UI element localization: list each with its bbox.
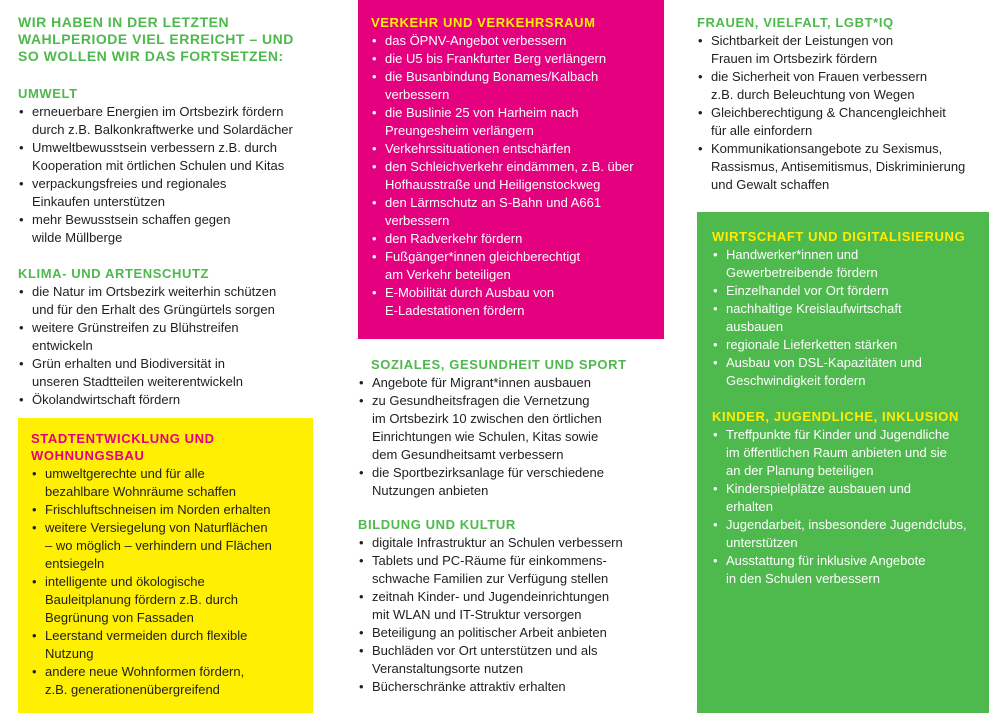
list-item: • weitere Versiegelung von Naturflächen – wo möglich – verhindern und Flächen entsiegeln (31, 519, 303, 573)
section-title-line: WOHNUNGSBAU (31, 448, 145, 463)
list-stadtentwicklung (31, 465, 303, 699)
list-item: • regionale Lieferketten stärken (712, 336, 983, 354)
list-item: • zu Gesundheitsfragen die Vernetzung im Ortsbezirk 10 zwischen den örtlichen Einrichtungen wie Schulen, Kitas sowie dem Gesundheitsamt verbessern (358, 392, 664, 464)
section-title-klima: KLIMA- UND ARTENSCHUTZ (18, 266, 210, 281)
list-item: • die Natur im Ortsbezirk weiterhin schützen und für den Erhalt des Grüngürtels sorgen (18, 283, 338, 319)
list-item: • Buchläden vor Ort unterstützen und als Veranstaltungsorte nutzen (358, 642, 664, 678)
list-item: • umweltgerechte und für alle bezahlbare Wohnräume schaffen (31, 465, 303, 501)
section-title-line: STADTENTWICKLUNG UND (31, 431, 215, 446)
list-item: • den Schleichverkehr eindämmen, z.B. über Hofhausstraße und Heiligenstockweg (371, 158, 656, 194)
section-title-bildung: BILDUNG UND KULTUR (358, 517, 516, 532)
list-item: • Tablets und PC-Räume für einkommens- schwache Familien zur Verfügung stellen (358, 552, 664, 588)
list-kinder (712, 426, 983, 588)
list-bildung (358, 534, 664, 696)
section-title-kinder: KINDER, JUGENDLICHE, INKLUSION (712, 409, 959, 424)
page-heading-line: WIR HABEN IN DER LETZTEN (18, 14, 230, 30)
page-heading-line: WAHLPERIODE VIEL ERREICHT – UND (18, 31, 294, 47)
list-item: • Frischluftschneisen im Norden erhalten (31, 501, 303, 519)
list-item: • Grün erhalten und Biodiversität in unseren Stadtteilen weiterentwickeln (18, 355, 338, 391)
section-title-stadtentwicklung (31, 430, 303, 464)
list-item: • die Sportbezirksanlage für verschiedene Nutzungen anbieten (358, 464, 664, 500)
section-title-wirtschaft: WIRTSCHAFT UND DIGITALISIERUNG (712, 229, 966, 244)
list-item: • die Busanbindung Bonames/Kalbach verbessern (371, 68, 656, 104)
panel-wirtschaft-kinder (697, 212, 989, 713)
list-item: • intelligente und ökologische Bauleitplanung fördern z.B. durch Begrünung von Fassaden (31, 573, 303, 627)
list-item: • den Lärmschutz an S-Bahn und A661 verbessern (371, 194, 656, 230)
list-item: • Umweltbewusstsein verbessern z.B. durch Kooperation mit örtlichen Schulen und Kitas (18, 139, 338, 175)
list-item: • Einzelhandel vor Ort fördern (712, 282, 983, 300)
list-item: • die Sicherheit von Frauen verbessern z.B. durch Beleuchtung von Wegen (697, 68, 989, 104)
list-item: • Handwerker*innen und Gewerbetreibende fördern (712, 246, 983, 282)
list-item: • weitere Grünstreifen zu Blühstreifen entwickeln (18, 319, 338, 355)
list-klima (18, 283, 338, 409)
list-item: • Jugendarbeit, insbesondere Jugendclubs, unterstützen (712, 516, 983, 552)
list-item: • Fußgänger*innen gleichberechtigt am Verkehr beteiligen (371, 248, 656, 284)
list-item: • digitale Infrastruktur an Schulen verbessern (358, 534, 664, 552)
list-item: • Kommunikationsangebote zu Sexismus, Rassismus, Antisemitismus, Diskriminierung und Gewalt schaffen (697, 140, 989, 194)
list-wirtschaft (712, 246, 983, 390)
list-item: • mehr Bewusstsein schaffen gegen wilde Müllberge (18, 211, 338, 247)
list-item: • das ÖPNV-Angebot verbessern (371, 32, 656, 50)
panel-stadtentwicklung (18, 418, 313, 713)
list-item: • Kinderspielplätze ausbauen und erhalten (712, 480, 983, 516)
list-item: • Sichtbarkeit der Leistungen von Frauen im Ortsbezirk fördern (697, 32, 989, 68)
list-item: • Bücherschränke attraktiv erhalten (358, 678, 664, 696)
list-verkehr (371, 32, 656, 320)
list-soziales (358, 374, 664, 500)
column-left (18, 14, 338, 409)
list-umwelt (18, 103, 338, 247)
list-item: • die U5 bis Frankfurter Berg verlängern (371, 50, 656, 68)
list-item: • Leerstand vermeiden durch flexible Nutzung (31, 627, 303, 663)
list-item: • andere neue Wohnformen fördern, z.B. generationenübergreifend (31, 663, 303, 699)
column-right (697, 14, 989, 194)
panel-verkehr (358, 0, 664, 339)
list-item: • Beteiligung an politischer Arbeit anbieten (358, 624, 664, 642)
list-item: • verpackungsfreies und regionales Einkaufen unterstützen (18, 175, 338, 211)
page-heading-line: SO WOLLEN WIR DAS FORTSETZEN: (18, 48, 284, 64)
list-item: • Treffpunkte für Kinder und Jugendliche im öffentlichen Raum anbieten und sie an der Planung beteiligen (712, 426, 983, 480)
column-middle (358, 356, 664, 696)
section-title-soziales: SOZIALES, GESUNDHEIT UND SPORT (371, 357, 627, 372)
list-frauen (697, 32, 989, 194)
page-heading (18, 14, 338, 65)
list-item: • Ökolandwirtschaft fördern (18, 391, 338, 409)
list-item: • die Buslinie 25 von Harheim nach Preungesheim verlängern (371, 104, 656, 140)
section-title-verkehr: VERKEHR UND VERKEHRSRAUM (371, 15, 596, 30)
list-item: • Angebote für Migrant*innen ausbauen (358, 374, 664, 392)
list-item: • Gleichberechtigung & Chancengleichheit für alle einfordern (697, 104, 989, 140)
list-item: • Ausstattung für inklusive Angebote in den Schulen verbessern (712, 552, 983, 588)
section-title-umwelt: UMWELT (18, 86, 78, 101)
list-item: • zeitnah Kinder- und Jugendeinrichtungen mit WLAN und IT-Struktur versorgen (358, 588, 664, 624)
list-item: • Verkehrssituationen entschärfen (371, 140, 656, 158)
list-item: • Ausbau von DSL-Kapazitäten und Geschwindigkeit fordern (712, 354, 983, 390)
list-item: • nachhaltige Kreislaufwirtschaft ausbauen (712, 300, 983, 336)
list-item: • erneuerbare Energien im Ortsbezirk fördern durch z.B. Balkonkraftwerke und Solardächer (18, 103, 338, 139)
list-item: • E-Mobilität durch Ausbau von E-Ladestationen fördern (371, 284, 656, 320)
section-title-frauen: FRAUEN, VIELFALT, LGBT*IQ (697, 15, 894, 30)
list-item: • den Radverkehr fördern (371, 230, 656, 248)
